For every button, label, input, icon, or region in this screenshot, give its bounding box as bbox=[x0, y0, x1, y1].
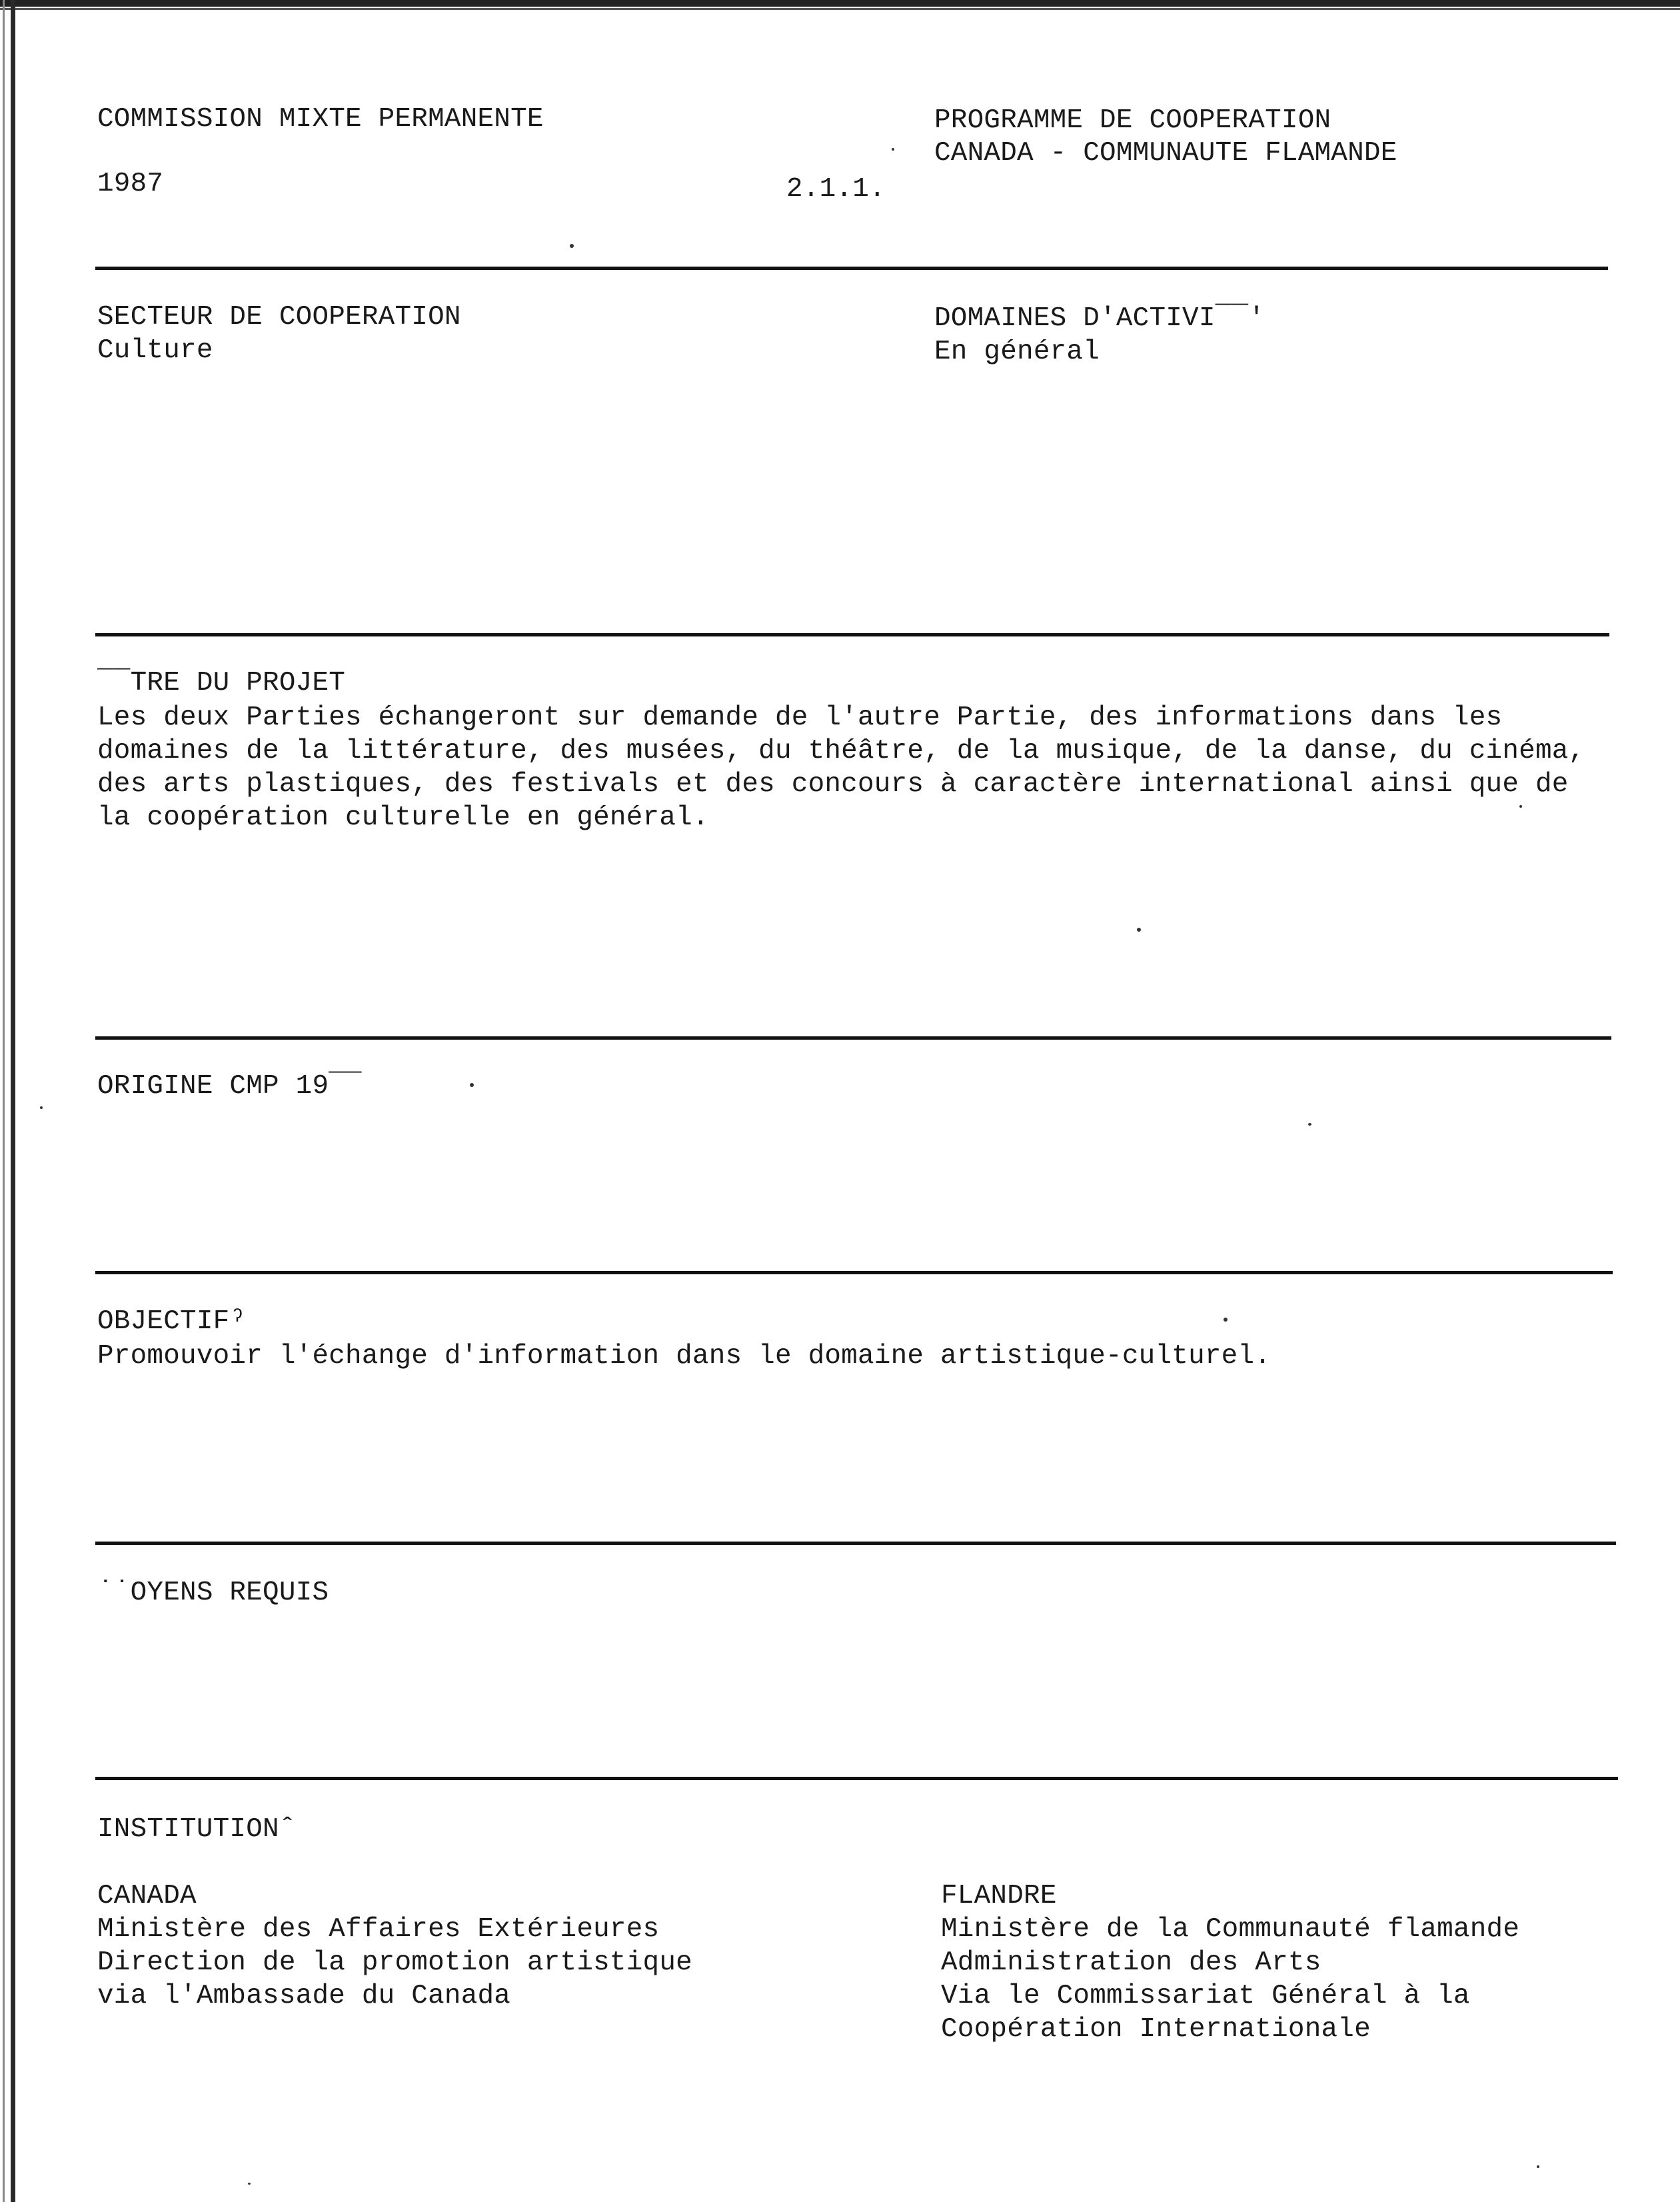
scan-left-edge-line bbox=[3, 0, 5, 2202]
programme-title-line2: CANADA - COMMUNAUTE FLAMANDE bbox=[934, 138, 1397, 169]
year: 1987 bbox=[97, 169, 164, 199]
domains-value: En général bbox=[934, 337, 1100, 367]
project-title-line: Les deux Parties échangeront sur demande de l'autre Partie, des informations dans les bbox=[97, 702, 1503, 733]
canada-line: Ministère des Affaires Extérieures bbox=[97, 1914, 660, 1945]
scan-speck bbox=[1137, 928, 1141, 932]
scan-speck bbox=[1519, 805, 1522, 808]
sector-value: Culture bbox=[97, 335, 213, 366]
commission-title: COMMISSION MIXTE PERMANENTE bbox=[97, 104, 544, 135]
flandre-line: Coopération Internationale bbox=[941, 2014, 1371, 2045]
divider-1 bbox=[95, 267, 1608, 270]
means-label: ˙˙OYENS REQUIS bbox=[97, 1578, 329, 1608]
divider-4 bbox=[95, 1271, 1613, 1274]
scan-left-edge bbox=[11, 0, 15, 2202]
project-title-line: la coopération culturelle en général. bbox=[97, 802, 709, 833]
scan-speck bbox=[570, 244, 574, 248]
scan-speck bbox=[40, 1106, 43, 1109]
origin-label: ORIGINE CMP 19¯¯ bbox=[97, 1071, 362, 1102]
objective-label: OBJECTIFˀ bbox=[97, 1306, 247, 1337]
scan-top-edge-line bbox=[0, 8, 1680, 10]
reference-number: 2.1.1. bbox=[786, 174, 886, 205]
programme-title-line1: PROGRAMME DE COOPERATION bbox=[934, 105, 1331, 136]
flandre-line: Via le Commissariat Général à la bbox=[941, 1981, 1470, 2011]
canada-line: via l'Ambassade du Canada bbox=[97, 1981, 511, 2011]
project-title-label: ¯¯TRE DU PROJET bbox=[97, 668, 346, 698]
scan-speck bbox=[470, 1083, 474, 1087]
divider-3 bbox=[95, 1036, 1611, 1040]
scan-speck bbox=[1308, 1123, 1311, 1126]
scan-speck bbox=[248, 2183, 251, 2185]
flandre-line: Administration des Arts bbox=[941, 1947, 1321, 1978]
scan-top-edge bbox=[0, 0, 1680, 7]
canada-line: Direction de la promotion artistique bbox=[97, 1947, 692, 1978]
canada-heading: CANADA bbox=[97, 1881, 197, 1911]
sector-label: SECTEUR DE COOPERATION bbox=[97, 302, 461, 333]
institutions-label: INSTITUTIONˆ bbox=[97, 1814, 296, 1845]
scan-speck bbox=[1224, 1318, 1228, 1322]
project-title-line: des arts plastiques, des festivals et des concours à caractère international ainsi que de bbox=[97, 769, 1569, 800]
objective-text: Promouvoir l'échange d'information dans le domaine artistique-culturel. bbox=[97, 1341, 1271, 1372]
divider-6 bbox=[95, 1777, 1618, 1780]
divider-5 bbox=[95, 1542, 1616, 1545]
domains-label: DOMAINES D'ACTIVI¯¯' bbox=[934, 303, 1265, 334]
scan-speck bbox=[1537, 2165, 1539, 2168]
divider-2 bbox=[95, 633, 1609, 636]
flandre-heading: FLANDRE bbox=[941, 1881, 1057, 1911]
project-title-line: domaines de la littérature, des musées, du théâtre, de la musique, de la danse, du cinéma, bbox=[97, 736, 1585, 766]
scan-speck bbox=[892, 148, 894, 151]
flandre-line: Ministère de la Communauté flamande bbox=[941, 1914, 1520, 1945]
